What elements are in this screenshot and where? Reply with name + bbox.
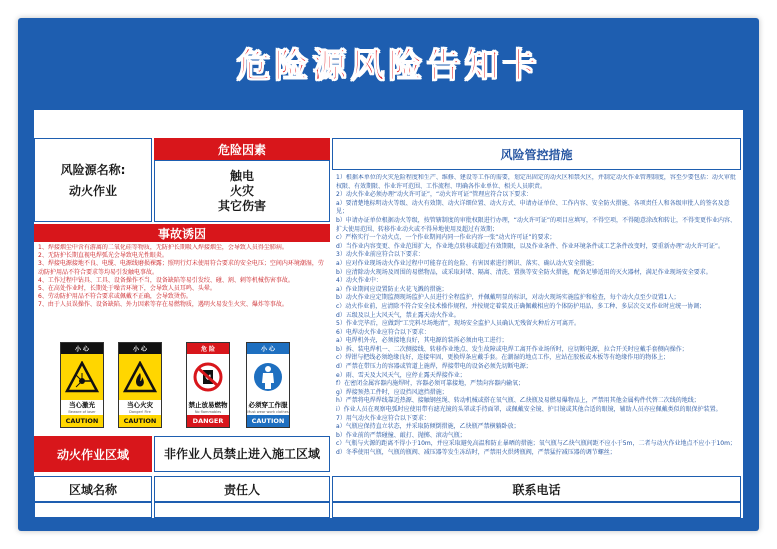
work-clothes-icon xyxy=(251,361,285,393)
hazard-factors-list xyxy=(154,160,330,222)
area-name-value xyxy=(34,502,152,518)
fire-zone-label: 动火作业区域 xyxy=(56,447,129,462)
area-name-header xyxy=(34,476,152,502)
risk-notice-board xyxy=(18,18,759,531)
risk-control-text: 1）根据本单位的火灾危险程度和生产、维修、建设等工作的需要，划定出固定的动火区和禁火区，并制定动火作业管理制度，容至少要包括：动火审批权限、有效期限、作业许可范围、工作流程、明确各作业单位、相关人员职责。 2）动火作业必须办理“动火许可证”，“动火许可证”管理应符合以下要求： a）要清楚地标明动火等级、动火有效期、动火详细位置、动火方式、申请办证单位、工作内容、安全防火措施、各项责任人和各级审批人的签名及意见； b）申请办证单位根据动火等级，按管辖制度的审批权限进行办理，“动火许可证”的项目应填写，不得空项，不得随意涂改和转让，不得变更作业内容、扩大使用范围、转移作业动火或不得异地使用及超过有效期； c）严格实行一个动火点，一个作业期间内同一作业内容一张“动火许可证”的要求； d）当作业内容变更、作业范围扩大，作业地点转移或超过有效期限，以及作业条件、作业环境条件或工艺条件改变时，要重新办理“动火许可证”。 3）动火作业前应符合以下要求： a）应对作业现场动火作业过程中可能存在的危险、有害因素进行辨识、落实、确认动火安全措施； b）应清除动火现场及周围的易燃物品，或采取封堵、隔离、清洗、置换等安全防火措施，配备足够适用的灭火器材，满足作业现场安全要求。 4）动火作业中： a）作业期间应设置防止火花飞溅的措施； b）动火作业应定期监测现场监护人员进行全程监护，并佩戴明显的标识，对动火现场实施监护和检查，每个动火点至少设置1人； c）动火作业前，应清除不符合安全技术操作规程，并按规定着装及正确佩戴相应的个体防护用品，多工种、多层次交叉作业时应统一协调； d）五级及以上大风天气，禁止露天动火作业。 5）作业完毕后，应做到“工完料尽场地清”，现场安全监护人员确认无残留火种后方可离开。 6）电焊动火作业应符合以下要求： a）电焊机外壳，必须接地良好，其电源的装拆必须由电工进行； b）拆、装电焊机一、二次侧接线、转移作业地点、发生故障或电焊工离开作业场所时，应切断电源，拉合开关时应戴手套侧向操作； c）焊钳与把线必须绝缘良好，连接牢固，更换焊条应戴手套。在潮湿的地点工作，应站在胶板或木板等有绝缘作用的物体上； d）严禁在带压力的容器或管道上施焊，焊接带电的设备必须先切断电源； e）雨、雪天及大风天气，应停止露天焊接作业； f）在密闭金属容器内施焊时，容器必须可靠接地，严禁向容器内输氧； g）焊接预热工件时，应设挡风遮挡措施； h）严禁将电焊焊线靠近热源、接触钢丝绳、转动机械或搭在氧气瓶、乙炔瓶及易燃易爆物品上，严禁用其他金属构件代替二次线的地线； i）作业人员在观察电弧时应使用带有滤光镜的头罩或手持面罩，或佩戴安全镜、护目镜或其他合适的眼镜，辅助人员亦应佩戴类似的眼保护装置。 7）用气动火作业应符合以下要求： a）气瓶应保持直立状态，并采取防倾倒措施，乙炔瓶严禁横躺卧放； b）作业前的严禁碰撞、敲打、抛掷、滚动气瓶； c）气瓶与火源的距离不得小于10m，并应采取避免高温和防止暴晒的措施；氧气瓶与乙炔气瓶间距不应小于5m，二者与动火作业地点不应小于10m； d）冬季使用气瓶，气瓶的瓶阀、减压器等发生冻结时，严禁用火烘烤瓶阀，严禁猛拧减压器的调节螺丝； xyxy=(336,174,737,456)
fire-warning-icon xyxy=(123,361,157,393)
fire-zone-value: 非作业人员禁止进入施工区域 xyxy=(163,446,320,461)
sign-caution-work-clothes xyxy=(246,342,290,428)
sign-top: 危 险 xyxy=(187,343,229,354)
accident-causes-header: 事故诱因 xyxy=(34,224,330,242)
responsible-value xyxy=(154,502,330,518)
fire-zone-label-cell xyxy=(34,436,152,472)
responsible-label: 责任人 xyxy=(223,482,260,497)
hazard-source-cell xyxy=(34,138,152,222)
accident-causes-text: 1、焊接烟尘中含有游离的二氧化硅等物质，无防护长期吸入焊接烟尘，会导致人员得尘肺病。 2、无防护长期直视电焊弧光会导致电光性眼炎。 3、焊接电源接地不良、电缆、电源线磨损裸露；照明行灯未使用符合要求的安全电压；空间内环境潮湿，劳动防护用品不符合要求等均易引发触电事故。 4、工作过程中钻具、工具、设备操作不当，设备缺陷等易引发绞、碰、割、刺等机械伤害事故。 5、在高处作业时，长期处于噪音环境下，会导致人员耳鸣、头晕。 6、劳动防护用品不符合要求或佩戴不正确，会导致烫伤。 7、由于人员误操作、设备缺陷、外力因素等存在易燃物质，遇明火易发生火灾、爆炸等事故。 xyxy=(38,244,324,309)
sign-label: 禁止放易燃物 xyxy=(188,401,228,409)
sign-sub: Danger! Fire xyxy=(129,410,151,414)
sign-sub: No flammables xyxy=(194,410,222,414)
sign-danger-flammable xyxy=(186,342,230,428)
hazard-source-value: 动火作业 xyxy=(68,184,117,198)
contact-label: 联系电话 xyxy=(512,482,561,497)
area-name-label: 区域名称 xyxy=(68,482,117,497)
hazard-source-label: 风险源名称: xyxy=(60,163,126,177)
sign-label: 当心激光 xyxy=(69,401,95,409)
sign-bottom: CAUTION xyxy=(119,415,161,427)
sign-bottom: CAUTION xyxy=(61,415,103,427)
sign-label: 当心火灾 xyxy=(127,401,153,409)
laser-warning-icon xyxy=(65,361,99,393)
sign-sub: Must wear work clothes xyxy=(247,410,289,414)
safety-signs-row xyxy=(60,340,306,430)
sign-caution-fire xyxy=(118,342,162,428)
board-title: 危险源风险告知卡 xyxy=(236,45,541,86)
sign-label: 必须穿工作服 xyxy=(248,401,288,409)
risk-control-header: 风险管控措施 xyxy=(332,138,741,170)
fire-zone-value-cell xyxy=(154,436,330,472)
notice-panel xyxy=(34,110,743,518)
hazard-factor-electric: 触电 xyxy=(229,168,254,183)
sign-sub: Beware of laser xyxy=(68,410,96,414)
contact-header xyxy=(332,476,741,502)
hazard-factors-header: 危险因素 xyxy=(154,138,330,160)
sign-bottom: DANGER xyxy=(187,415,229,427)
no-flammable-icon xyxy=(191,361,225,393)
contact-value xyxy=(332,502,741,518)
sign-top: 小 心 xyxy=(61,343,103,354)
sign-caution-laser xyxy=(60,342,104,428)
sign-top: 小 心 xyxy=(247,343,289,354)
hazard-factor-fire: 火灾 xyxy=(229,183,254,198)
hazard-factor-other: 其它伤害 xyxy=(217,198,266,213)
board-title-bar xyxy=(18,18,759,106)
responsible-header xyxy=(154,476,330,502)
sign-bottom: CAUTION xyxy=(247,415,289,427)
sign-top: 小 心 xyxy=(119,343,161,354)
